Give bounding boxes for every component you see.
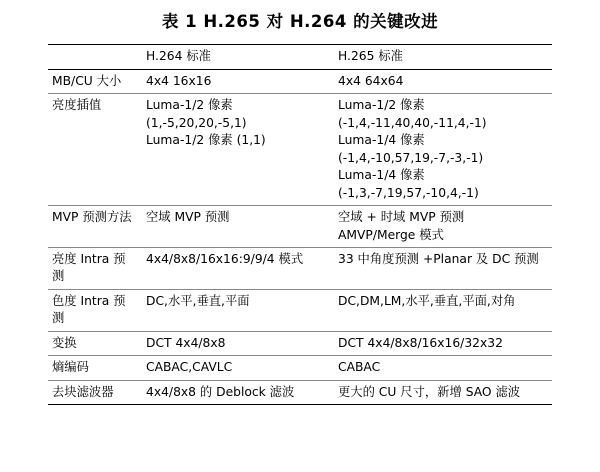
row-h265 bbox=[334, 247, 552, 289]
row-h265-line: AMVP/Merge 模式 bbox=[338, 227, 444, 242]
row-label: 熵编码 bbox=[48, 356, 142, 380]
row-h264 bbox=[142, 380, 334, 404]
row-h265-line: 4x4 64x64 bbox=[338, 73, 404, 88]
row-label: 亮度 Intra 预测 bbox=[48, 247, 142, 289]
row-h265-line: DCT 4x4/8x8/16x16/32x32 bbox=[338, 335, 503, 350]
row-h265 bbox=[334, 94, 552, 206]
table-row bbox=[48, 94, 552, 206]
row-label: 亮度插值 bbox=[48, 94, 142, 206]
row-label: MVP 预测方法 bbox=[48, 206, 142, 248]
row-h264 bbox=[142, 331, 334, 355]
row-h265-line: Luma-1/2 像素 (-1,4,-11,40,40,-11,4,-1) bbox=[338, 98, 487, 130]
row-h265-line: 33 中角度预测 +Planar 及 DC 预测 bbox=[338, 251, 539, 266]
table-row bbox=[48, 356, 552, 380]
table-row bbox=[48, 289, 552, 331]
table-row bbox=[48, 69, 552, 93]
table-row bbox=[48, 206, 552, 248]
row-h264 bbox=[142, 206, 334, 248]
row-h264 bbox=[142, 94, 334, 206]
row-h264-line: Luma-1/2 像素 (1,-5,20,20,-5,1) bbox=[146, 98, 247, 130]
header-cell-blank bbox=[48, 45, 142, 69]
table-row bbox=[48, 331, 552, 355]
row-h265-line: 更大的 CU 尺寸，新增 SAO 滤波 bbox=[338, 384, 521, 399]
table-row bbox=[48, 380, 552, 404]
table-header-row bbox=[48, 45, 552, 69]
row-h265 bbox=[334, 331, 552, 355]
row-label: MB/CU 大小 bbox=[52, 73, 122, 88]
row-h264-line: 4x4/8x8/16x16:9/9/4 模式 bbox=[146, 251, 304, 266]
table-row bbox=[48, 247, 552, 289]
row-h264 bbox=[142, 247, 334, 289]
row-h265 bbox=[334, 356, 552, 380]
row-h264 bbox=[142, 356, 334, 380]
row-h265 bbox=[334, 69, 552, 93]
row-h265 bbox=[334, 289, 552, 331]
row-h265-line: Luma-1/4 像素 (-1,3,-7,19,57,-10,4,-1) bbox=[338, 168, 479, 200]
row-h265-line: 空域 + 时域 MVP 预测 bbox=[338, 210, 465, 225]
row-h264-line: CABAC,CAVLC bbox=[146, 360, 233, 375]
row-h264-line: DCT 4x4/8x8 bbox=[146, 335, 226, 350]
row-h264-line: 空域 MVP 预测 bbox=[146, 210, 230, 225]
row-h264-line: 4x4 16x16 bbox=[146, 73, 212, 88]
row-h264 bbox=[142, 289, 334, 331]
row-h264-line: 4x4/8x8 的 Deblock 滤波 bbox=[146, 384, 295, 399]
row-h264-line: Luma-1/2 像素 (1,1) bbox=[146, 133, 266, 148]
row-label: 色度 Intra 预测 bbox=[48, 289, 142, 331]
row-h265-line: DC,DM,LM,水平,垂直,平面,对角 bbox=[338, 293, 516, 308]
row-h264-line: DC,水平,垂直,平面 bbox=[146, 293, 250, 308]
spec-table bbox=[48, 44, 552, 405]
row-label: 去块滤波器 bbox=[48, 380, 142, 404]
table-caption: 表 1 H.265 对 H.264 的关键改进 bbox=[161, 12, 439, 31]
row-label: 变换 bbox=[48, 331, 142, 355]
row-h265-line: CABAC bbox=[338, 360, 381, 375]
row-h265 bbox=[334, 206, 552, 248]
row-h265-line: Luma-1/4 像素 (-1,4,-10,57,19,-7,-3,-1) bbox=[338, 133, 484, 165]
header-cell-h265: H.265 标准 bbox=[334, 45, 552, 69]
header-cell-h264: H.264 标准 bbox=[142, 45, 334, 69]
row-h264 bbox=[142, 69, 334, 93]
row-h265 bbox=[334, 380, 552, 404]
